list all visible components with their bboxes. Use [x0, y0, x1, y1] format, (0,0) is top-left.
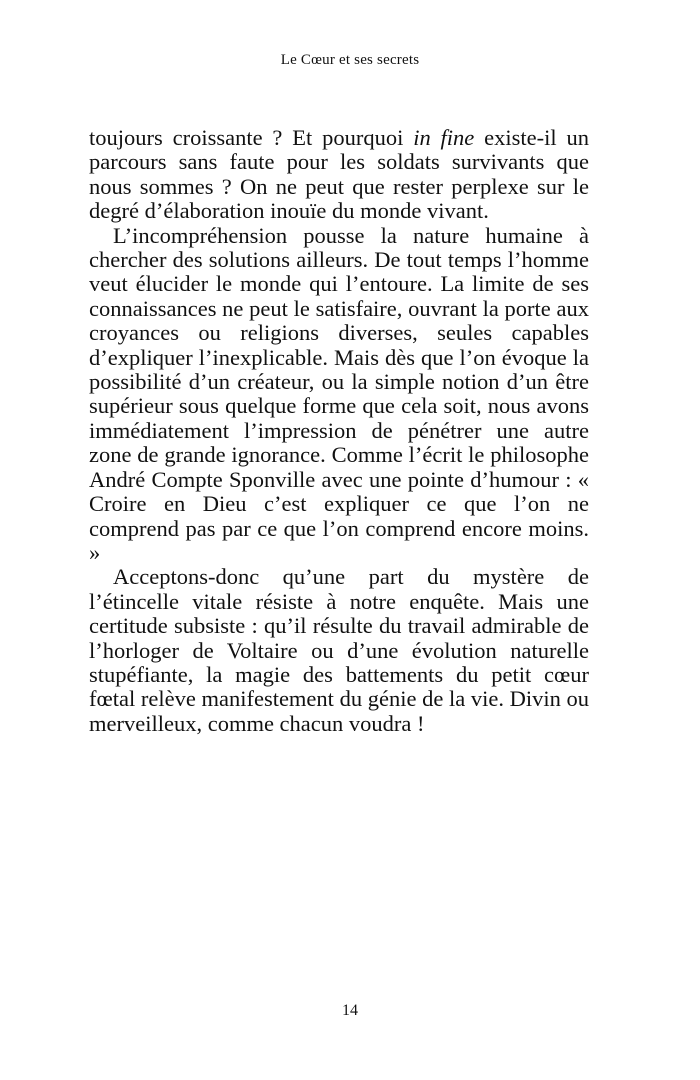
running-header: Le Cœur et ses secrets — [280, 52, 420, 68]
paragraph-2: L’incompréhension pousse la nature humaine à chercher des solutions ailleurs. De tout temps l’homme veut élucider le monde qui l’entoure. La limite de ses connaissances ne peut le satisfaire, ouvrant la porte aux croyances ou religions diverses, seules capables d’expliquer l’inexplicable. Mais dès que l’on évoque la possibilité d’un créateur, ou la simple notion d’un être supérieur sous quelque forme que cela soit, nous avons immédiatement l’impression de pénétrer une autre zone de grande ignorance. Comme l’écrit le philosophe André Compte Sponville avec une pointe d’humour : « Croire en Dieu c’est expliquer ce que l’on ne comprend pas par ce que l’on comprend encore moins. » — [89, 222, 589, 565]
text-body — [89, 126, 589, 736]
italic-phrase: in fine — [413, 125, 475, 150]
paragraph-continued — [89, 126, 589, 224]
paragraph-3: Acceptons-donc qu’une part du mystère de l’étincelle vitale résiste à notre enquête. Mais une certitude subsiste : qu’il résulte du travail admirable de l’horloger de Voltaire ou d’une évolution naturelle stupéfiante, la magie des battements du petit cœur fœtal relève manifestement du génie de la vie. Divin ou merveilleux, comme chacun voudra ! — [89, 564, 589, 736]
page-number: 14 — [342, 1002, 358, 1019]
paragraph-1-text-start: toujours croissante ? Et pourquoi — [89, 125, 414, 150]
paragraph-1-text-end: existe-il un parcours sans faute pour les soldats survivants que nous sommes ? On ne peut que rester perplexe sur le degré d’élaboration inouïe du monde vivant. — [89, 125, 589, 224]
